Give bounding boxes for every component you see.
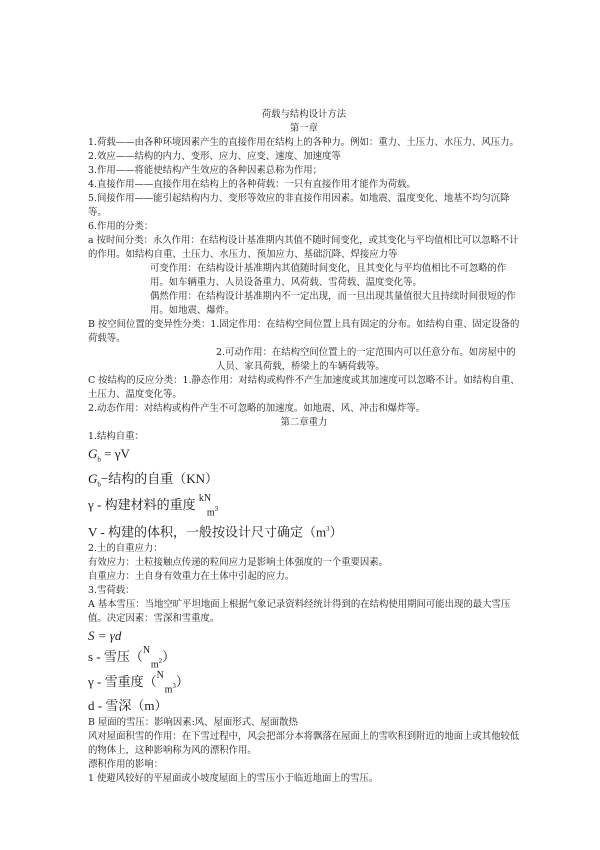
paragraph: 5.间接作用——能引起结构内力、变形等效应的非直接作用因素。如地震、温度变化、地基不均匀沉降等。 bbox=[88, 193, 510, 218]
paragraph: 4.直接作用——直接作用在结构上的各种荷载：一只有直接作用才能作为荷载。 bbox=[88, 179, 416, 190]
paragraph: 有效应力：土粒接触点传递的粒间应力是影响土体强度的一个重要因素。 bbox=[88, 556, 389, 568]
paragraph: 2.动态作用：对结构或构件产生不可忽略的加速度。如地震、风、冲击和爆炸等。 bbox=[88, 403, 426, 414]
paragraph: 风对屋面积雪的作用：在下雪过程中，风会把部分本将飘落在屋面上的雪吹积到附近的地面上或其他较低的物体上，这种影响称为风的漂积作用。 bbox=[88, 730, 520, 756]
definition-v: V - 构建的体积，一般按设计尺寸确定$(m^3)$ bbox=[88, 523, 343, 539]
definition-d: d - 雪深（m） bbox=[88, 697, 168, 713]
document-title: 荷载与结构设计方法 bbox=[261, 109, 347, 120]
paragraph: 1 使避风较好的平屋面或小坡度屋面上的雪压小于临近地面上的雪压。 bbox=[88, 772, 379, 784]
paragraph: 可变作用：在结构设计基准期内其值随时间变化，且其变化与平均值相比不可忽略的作用。如车辆重力、人员设备重力、风荷载、雪荷载、温度变化等。 bbox=[150, 263, 507, 288]
definition-g: $G_b-$结构的自重（KN） bbox=[88, 470, 218, 489]
paragraph: 自重应力：土自身有效重力在土体中引起的应力。 bbox=[88, 570, 295, 582]
paragraph: 6.作用的分类： bbox=[88, 221, 154, 232]
paragraph: C 按结构的反应分类：1.静态作用：对结构或构件不产生加速度或其加速度可以忽略不计。如结构自重、土压力、温度变化等。 bbox=[88, 375, 520, 400]
paragraph: 1.荷载——由各种环境因素产生的直接作用在结构上的各种力。例如：重力、土压力、水压力、风压力。 bbox=[88, 137, 519, 148]
paragraph: 漂积作用的影响： bbox=[88, 758, 164, 770]
formula-self-weight: $G_b = \gamma V$ bbox=[88, 446, 130, 464]
paragraph: 偶然作用：在结构设计基准期内不一定出现，而一旦出现其量值很大且持续时间很短的作用。如地震、爆炸。 bbox=[150, 291, 516, 316]
paragraph: 2.可动作用：在结构空间位置上的一定范围内可以任意分布。如房屋中的人员、家具荷载，桥梁上的车辆荷载等。 bbox=[216, 347, 516, 372]
section-label: 1.结构自重： bbox=[88, 431, 144, 442]
section-label: 2.土的自重应力： bbox=[88, 542, 163, 554]
document-page bbox=[88, 108, 520, 786]
definition-s: s - 雪压（ N $m^2$ ） bbox=[88, 644, 176, 671]
section-label: 3.雪荷载： bbox=[88, 584, 135, 596]
paragraph: 3.作用——将能使结构产生效应的各种因素总称为作用； bbox=[88, 165, 322, 176]
paragraph: B 按空间位置的变异性分类：1.固定作用：在结构空间位置上具有固定的分布。如结构自重、固定设备的荷载等。 bbox=[88, 319, 520, 344]
paragraph: 2.效应——结构的内力、变形、应力、应变、速度、加速度等 bbox=[88, 151, 341, 162]
chapter-heading: 第二章重力 bbox=[280, 417, 328, 428]
paragraph: A 基本雪压：当地空旷平坦地面上根据气象记录资料经统计得到的在结构使用期间可能出现的最大雪压值。决定因素：雪深和雪重度。 bbox=[88, 598, 511, 624]
chapter-heading: 第一章 bbox=[289, 123, 319, 134]
formula-snow: S = γd bbox=[88, 627, 122, 643]
definition-gamma: γ - 构建材料的重度 kN $m^3$ bbox=[88, 493, 219, 519]
paragraph: a 按时间分类：永久作用：在结构设计基准期内其值不随时间变化，或其变化与平均值相比可以忽略不计的作用。如结构自重、土压力、水压力、预加应力、基础沉降、焊接应力等 bbox=[88, 235, 519, 260]
definition-snow-gamma: γ - 雪重度（ N $m^3$ ） bbox=[88, 670, 189, 696]
paragraph: B 屋面的雪压：影响因素:风、屋面形式、屋面散热 bbox=[88, 716, 298, 728]
